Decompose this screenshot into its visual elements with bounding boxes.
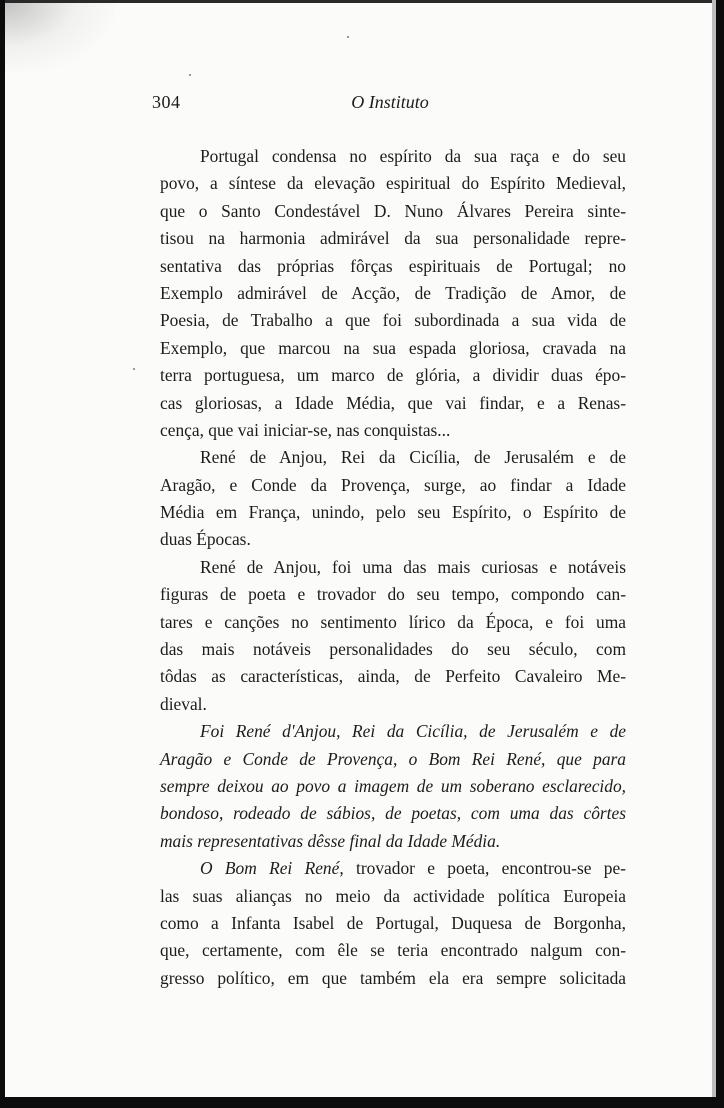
text-line: tôdas as características, ainda, de Perfeito Cavaleiro Me- <box>160 666 626 687</box>
mixed-text-line <box>160 855 626 882</box>
scan-speck <box>189 74 191 76</box>
text-line: tares e canções no sentimento lírico da Época, e foi uma <box>160 611 626 632</box>
text-line: René de Anjou, Rei da Cicília, de Jerusalém e de <box>200 447 626 468</box>
text-line: sentativa das próprias fôrças espirituais de Portugal; no <box>160 255 626 276</box>
page-header <box>150 92 630 116</box>
italic-text-line: sempre deixou ao povo a imagem de um soberano esclarecido, <box>160 775 626 796</box>
italic-text-line: Foi René d'Anjou, Rei da Cicília, de Jerusalém e de <box>200 721 626 742</box>
text-line: Aragão, e Conde da Provença, surge, ao findar a Idade <box>160 474 626 495</box>
text-line: que, certamente, com êle se teria encontrado nalgum con- <box>160 940 626 961</box>
italic-lead-phrase: O Bom Rei René, <box>200 858 344 879</box>
scan-smudge <box>5 3 115 73</box>
text-line: gresso político, em que também ela era sempre solicitada <box>160 967 626 988</box>
text-line: cença, que vai iniciar-se, nas conquistas... <box>160 419 451 440</box>
text-line-rest: trovador e poeta, encontrou-se pe- <box>356 858 626 879</box>
text-line: das mais notáveis personalidades do seu século, com <box>160 639 626 660</box>
text-line: cas gloriosas, a Idade Média, que vai findar, e a Renas- <box>160 392 626 413</box>
text-line: Portugal condensa no espírito da sua raça e do seu <box>200 146 626 166</box>
italic-text-line: bondoso, rodeado de sábios, de poetas, com uma das côrtes <box>160 803 626 824</box>
page-number: 304 <box>152 92 181 112</box>
text-line: povo, a síntese da elevação espiritual do Espírito Medieval, <box>160 173 626 194</box>
body-text <box>160 143 626 992</box>
text-line: dieval. <box>160 693 207 714</box>
scan-edge-right <box>716 0 724 1108</box>
text-line: que o Santo Condestável D. Nuno Álvares Pereira sinte- <box>160 200 626 221</box>
italic-text-line: mais representativas dêsse final da Idade Média. <box>160 830 501 851</box>
text-line: las suas alianças no meio da actividade política Europeia <box>160 885 626 906</box>
text-line: Média em França, unindo, pelo seu Espírito, o Espírito de <box>160 502 626 523</box>
text-line: Exemplo admirável de Acção, de Tradição de Amor, de <box>160 282 626 303</box>
scan-edge-left <box>0 0 5 1108</box>
scan-speck <box>133 368 135 370</box>
text-line: Poesia, de Trabalho a que foi subordinada a sua vida de <box>160 310 626 331</box>
text-line: duas Épocas. <box>160 529 251 550</box>
text-line: tisou na harmonia admirável da sua personalidade repre- <box>160 228 626 249</box>
text-line: figuras de poeta e trovador do seu tempo, compondo can- <box>160 584 626 605</box>
scan-speck <box>347 36 349 38</box>
scan-edge-top <box>0 0 724 3</box>
running-title: O Instituto <box>351 92 429 112</box>
text-line: Exemplo, que marcou na sua espada gloriosa, cravada na <box>160 337 626 358</box>
text-line: René de Anjou, foi uma das mais curiosas e notáveis <box>200 556 626 577</box>
text-line: como a Infanta Isabel de Portugal, Duquesa de Borgonha, <box>160 912 626 933</box>
text-line: terra portuguesa, um marco de glória, a dividir duas épo- <box>160 365 626 386</box>
italic-text-line: Aragão e Conde de Provença, o Bom Rei René, que para <box>160 748 626 769</box>
scan-edge-bottom <box>0 1097 724 1108</box>
